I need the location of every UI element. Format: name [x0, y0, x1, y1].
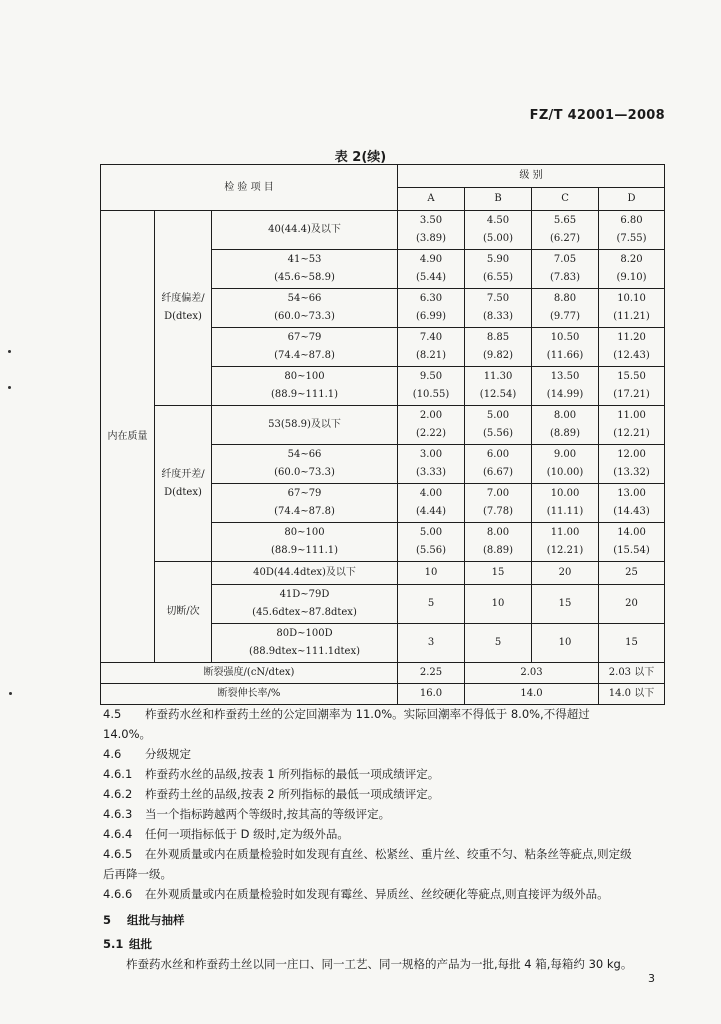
text-line: 8.20 [620, 254, 643, 265]
text-line: 纤度开差/ [161, 468, 205, 480]
text-line: (9.10) [616, 272, 647, 283]
value-cell-d [599, 250, 665, 289]
text-line: (74.4~87.8) [274, 350, 335, 361]
text-line: (5.56) [482, 428, 514, 439]
clause-text: 在外观质量或内在质量检验时如发现有霉丝、异质丝、丝绞硬化等疵点,则直接评为级外品。 [145, 887, 609, 901]
text-line: 53(58.9)及以下 [268, 419, 341, 430]
text-line: 4.90 [419, 254, 443, 265]
text-line: 11.30 [483, 371, 513, 382]
breaking-elongation-bc: 14.0 [465, 684, 599, 705]
body-text [103, 704, 668, 974]
clause-number: 4.5 [103, 707, 122, 721]
text-line: (74.4~87.8) [274, 506, 335, 517]
breaking-elongation-label: 断裂伸长率/% [101, 684, 398, 705]
text-line: (2.22) [415, 428, 447, 439]
text-line: (8.89) [549, 428, 581, 439]
text-line: 10.00 [550, 488, 580, 499]
value-cell-b [465, 523, 532, 562]
text-line: (12.21) [613, 428, 650, 439]
header-row [101, 165, 665, 188]
text-line: (12.21) [546, 545, 584, 556]
range-cell [212, 250, 398, 289]
text-line: (10.00) [546, 467, 584, 478]
value-cell-d [599, 624, 665, 663]
paragraph-text-12 [103, 954, 668, 974]
clause-text: 组批 [129, 937, 152, 951]
grade-c: C [532, 188, 599, 211]
text-line: 7.40 [419, 332, 443, 343]
text-line: 6.80 [620, 215, 643, 226]
value-cell-d [599, 211, 665, 250]
value-cell-b [465, 562, 532, 585]
range-cell [212, 624, 398, 663]
value-cell-a [398, 624, 465, 663]
clause-text: 当一个指标跨越两个等级时,按其高的等级评定。 [145, 807, 391, 821]
value-cell-b [465, 250, 532, 289]
text-line: (13.32) [613, 467, 650, 478]
value-cell-d [599, 328, 665, 367]
clause-number: 4.6 [103, 747, 122, 761]
value-cell-c [532, 211, 599, 250]
text-line: 4.50 [486, 215, 510, 226]
grade-a: A [398, 188, 465, 211]
text-line: (60.0~73.3) [274, 311, 335, 322]
text-line: (17.21) [613, 389, 650, 400]
grading-table [100, 164, 665, 705]
group-label [155, 562, 212, 663]
text-line: (7.55) [616, 233, 647, 244]
text-line: 5.90 [486, 254, 510, 265]
text-line: 80~100 [284, 527, 325, 538]
text-line: (10.55) [412, 389, 450, 400]
text-line: 54~66 [287, 293, 322, 304]
text-line: (12.43) [613, 350, 650, 361]
text-line: (3.89) [415, 233, 447, 244]
value-cell-d [599, 445, 665, 484]
text-line: 15 [625, 637, 638, 648]
text-line: 20 [625, 598, 638, 609]
text-line: (5.00) [482, 233, 514, 244]
text-line: 3.00 [419, 449, 443, 460]
grade-b: B [465, 188, 532, 211]
text-line: (14.43) [613, 506, 650, 517]
text-line: 15 [491, 567, 505, 578]
group-label [155, 406, 212, 562]
value-cell-a [398, 445, 465, 484]
clause-text: 任何一项指标低于 D 级时,定为级外品。 [145, 827, 349, 841]
value-cell-a [398, 562, 465, 585]
value-cell-c [532, 367, 599, 406]
value-cell-a [398, 289, 465, 328]
value-cell-b [465, 211, 532, 250]
grade-d: D [599, 188, 665, 211]
page-number: 3 [648, 972, 655, 985]
value-cell-d [599, 406, 665, 445]
text-line: (5.56) [415, 545, 447, 556]
paragraph-4-6-2 [103, 784, 668, 804]
clause-text: 柞蚕药水丝和柞蚕药土丝的公定回潮率为 11.0%。实际回潮率不得低于 8.0%,不得超过 [145, 707, 590, 721]
value-cell-c [532, 624, 599, 663]
breaking-elongation-row [101, 684, 665, 705]
value-cell-a [398, 250, 465, 289]
breaking-strength-label: 断裂强度/(cN/dtex) [101, 663, 398, 684]
range-cell [212, 562, 398, 585]
value-cell-c [532, 484, 599, 523]
breaking-strength-d: 2.03 以下 [599, 663, 665, 684]
text-line: (15.54) [613, 545, 650, 556]
text-line: 8.85 [486, 332, 510, 343]
scan-speck [8, 350, 11, 353]
text-line: 6.00 [486, 449, 510, 460]
text-line: (6.99) [415, 311, 447, 322]
text-line: 25 [625, 567, 638, 578]
clause-number: 4.6.3 [103, 807, 133, 821]
text-line: (8.89) [482, 545, 514, 556]
clause-number: 4.6.2 [103, 787, 133, 801]
text-line: 10.50 [550, 332, 580, 343]
value-cell-b [465, 585, 532, 624]
text-line: (12.54) [479, 389, 517, 400]
table-row [101, 562, 665, 585]
clause-text: 柞蚕药水丝的品级,按表 1 所列指标的最低一项成绩评定。 [145, 767, 440, 781]
breaking-elongation-a: 16.0 [398, 684, 465, 705]
paragraph-4-6-4 [103, 824, 668, 844]
table-caption: 表 2(续) [334, 150, 387, 165]
text-line: D(dtex) [164, 311, 202, 322]
value-cell-a [398, 585, 465, 624]
range-cell [212, 585, 398, 624]
value-cell-b [465, 624, 532, 663]
text-line: 7.00 [486, 488, 510, 499]
text-line: 8.00 [486, 527, 510, 538]
clause-text: 在外观质量或内在质量检验时如发现有直丝、松紧丝、重片丝、绞重不匀、粘条丝等疵点,则定级 [145, 847, 632, 861]
text-line: 12.00 [617, 449, 646, 460]
group-label [155, 211, 212, 406]
text-line: (11.11) [546, 506, 584, 517]
clause-text: 柞蚕药水丝和柞蚕药土丝以同一庄口、同一工艺、同一规格的产品为一批,每批 4 箱,每箱约 30 kg。 [126, 957, 633, 971]
range-cell [212, 289, 398, 328]
value-cell-b [465, 289, 532, 328]
paragraph-4-6-1 [103, 764, 668, 784]
text-line: (45.6~58.9) [274, 272, 335, 283]
clause-number: 5 [103, 913, 112, 927]
text-line: 67~79 [287, 332, 322, 343]
value-cell-b [465, 328, 532, 367]
clause-number: 4.6.1 [103, 767, 133, 781]
value-cell-b [465, 406, 532, 445]
header-grade-label: 级 别 [398, 165, 665, 188]
text-line: 8.80 [553, 293, 577, 304]
text-line: (9.82) [482, 350, 514, 361]
value-cell-a [398, 406, 465, 445]
text-line: 10 [491, 598, 505, 609]
text-line: 9.50 [419, 371, 443, 382]
text-line: (45.6dtex~87.8dtex) [252, 607, 357, 618]
value-cell-a [398, 367, 465, 406]
text-line: (14.99) [546, 389, 584, 400]
text-line: 切断/次 [166, 606, 200, 617]
text-line: (9.77) [549, 311, 581, 322]
text-line: 13.00 [617, 488, 646, 499]
clause-text: 后再降一级。 [103, 867, 172, 881]
text-line: 纤度偏差/ [161, 293, 205, 304]
paragraph-5 [103, 910, 668, 930]
text-line: 3 [427, 637, 435, 648]
range-cell [212, 211, 398, 250]
value-cell-d [599, 523, 665, 562]
clause-text: 组批与抽样 [127, 913, 185, 927]
text-line: (6.55) [482, 272, 514, 283]
text-line: 2.00 [419, 410, 443, 421]
paragraph-4-6-5 [103, 844, 668, 864]
text-line: 7.50 [486, 293, 510, 304]
value-cell-c [532, 289, 599, 328]
text-line: 80~100 [284, 371, 325, 382]
text-line: 20 [558, 567, 572, 578]
text-line: 9.00 [553, 449, 577, 460]
text-line: 11.20 [617, 332, 646, 343]
paragraph-text-8 [103, 864, 668, 884]
value-cell-c [532, 406, 599, 445]
text-line: 5 [494, 637, 502, 648]
value-cell-d [599, 585, 665, 624]
value-cell-d [599, 367, 665, 406]
text-line: (3.33) [415, 467, 447, 478]
breaking-strength-a: 2.25 [398, 663, 465, 684]
text-line: 5.00 [419, 527, 443, 538]
text-line: 4.00 [419, 488, 443, 499]
text-line: 5.65 [553, 215, 577, 226]
text-line: (11.21) [613, 311, 650, 322]
value-cell-c [532, 445, 599, 484]
value-cell-c [532, 328, 599, 367]
text-line: (88.9~111.1) [270, 545, 339, 556]
value-cell-a [398, 211, 465, 250]
text-line: (6.67) [482, 467, 514, 478]
range-cell [212, 445, 398, 484]
value-cell-b [465, 484, 532, 523]
value-cell-a [398, 523, 465, 562]
text-line: 10 [558, 637, 572, 648]
text-line: 13.50 [550, 371, 580, 382]
text-line: (5.44) [415, 272, 447, 283]
table-row [101, 406, 665, 445]
text-line: 10 [424, 567, 438, 578]
breaking-strength-bc: 2.03 [465, 663, 599, 684]
value-cell-b [465, 367, 532, 406]
text-line: 40(44.4)及以下 [268, 224, 341, 235]
text-line: (7.78) [482, 506, 514, 517]
text-line: 10.10 [617, 293, 646, 304]
paragraph-4-6 [103, 744, 668, 764]
text-line: (4.44) [415, 506, 447, 517]
table-row [101, 211, 665, 250]
range-cell [212, 523, 398, 562]
paragraph-4-6-6 [103, 884, 668, 904]
value-cell-d [599, 289, 665, 328]
text-line: 3.50 [419, 215, 443, 226]
value-cell-c [532, 250, 599, 289]
range-cell [212, 328, 398, 367]
clause-text: 分级规定 [145, 747, 191, 761]
paragraph-4-6-3 [103, 804, 668, 824]
value-cell-c [532, 562, 599, 585]
text-line: (60.0~73.3) [274, 467, 335, 478]
text-line: 5.00 [486, 410, 510, 421]
text-line: 6.30 [419, 293, 443, 304]
text-line: 80D~100D [276, 628, 333, 639]
text-line: 14.00 [617, 527, 646, 538]
paragraph-text-1 [103, 724, 668, 744]
text-line: 15.50 [617, 371, 646, 382]
clause-number: 5.1 [103, 937, 124, 951]
text-line: 54~66 [287, 449, 322, 460]
text-line: 41D~79D [279, 589, 330, 600]
clause-number: 4.6.5 [103, 847, 133, 861]
text-line: 15 [558, 598, 572, 609]
text-line: (88.9~111.1) [270, 389, 339, 400]
text-line: (6.27) [549, 233, 581, 244]
clause-number: 4.6.6 [103, 887, 133, 901]
text-line: 67~79 [287, 488, 322, 499]
value-cell-a [398, 328, 465, 367]
text-line: 5 [427, 598, 435, 609]
value-cell-d [599, 484, 665, 523]
value-cell-a [398, 484, 465, 523]
paragraph-4-5 [103, 704, 668, 724]
clause-text: 14.0%。 [103, 727, 152, 741]
text-line: 11.00 [617, 410, 646, 421]
section-label: 内在质量 [101, 211, 155, 663]
range-cell [212, 484, 398, 523]
text-line: (11.66) [546, 350, 584, 361]
standard-code: FZ/T 42001—2008 [529, 108, 665, 123]
breaking-elongation-d: 14.0 以下 [599, 684, 665, 705]
header-item-label: 检 验 项 目 [101, 165, 398, 211]
scan-speck [9, 692, 12, 695]
value-cell-b [465, 445, 532, 484]
text-line: 7.05 [553, 254, 577, 265]
paragraph-5-1 [103, 934, 668, 954]
clause-text: 柞蚕药土丝的品级,按表 2 所列指标的最低一项成绩评定。 [145, 787, 440, 801]
clause-number: 4.6.4 [103, 827, 133, 841]
breaking-strength-row [101, 663, 665, 684]
text-line: (7.83) [549, 272, 581, 283]
text-line: (8.33) [482, 311, 514, 322]
text-line: (8.21) [415, 350, 447, 361]
text-line: 40D(44.4dtex)及以下 [253, 567, 356, 578]
text-line: 11.00 [550, 527, 580, 538]
value-cell-d [599, 562, 665, 585]
text-line: 41~53 [287, 254, 322, 265]
value-cell-c [532, 585, 599, 624]
value-cell-c [532, 523, 599, 562]
range-cell [212, 367, 398, 406]
text-line: D(dtex) [164, 486, 202, 498]
text-line: 8.00 [553, 410, 577, 421]
range-cell [212, 406, 398, 445]
scan-speck [8, 386, 11, 389]
text-line: (88.9dtex~111.1dtex) [248, 646, 361, 657]
